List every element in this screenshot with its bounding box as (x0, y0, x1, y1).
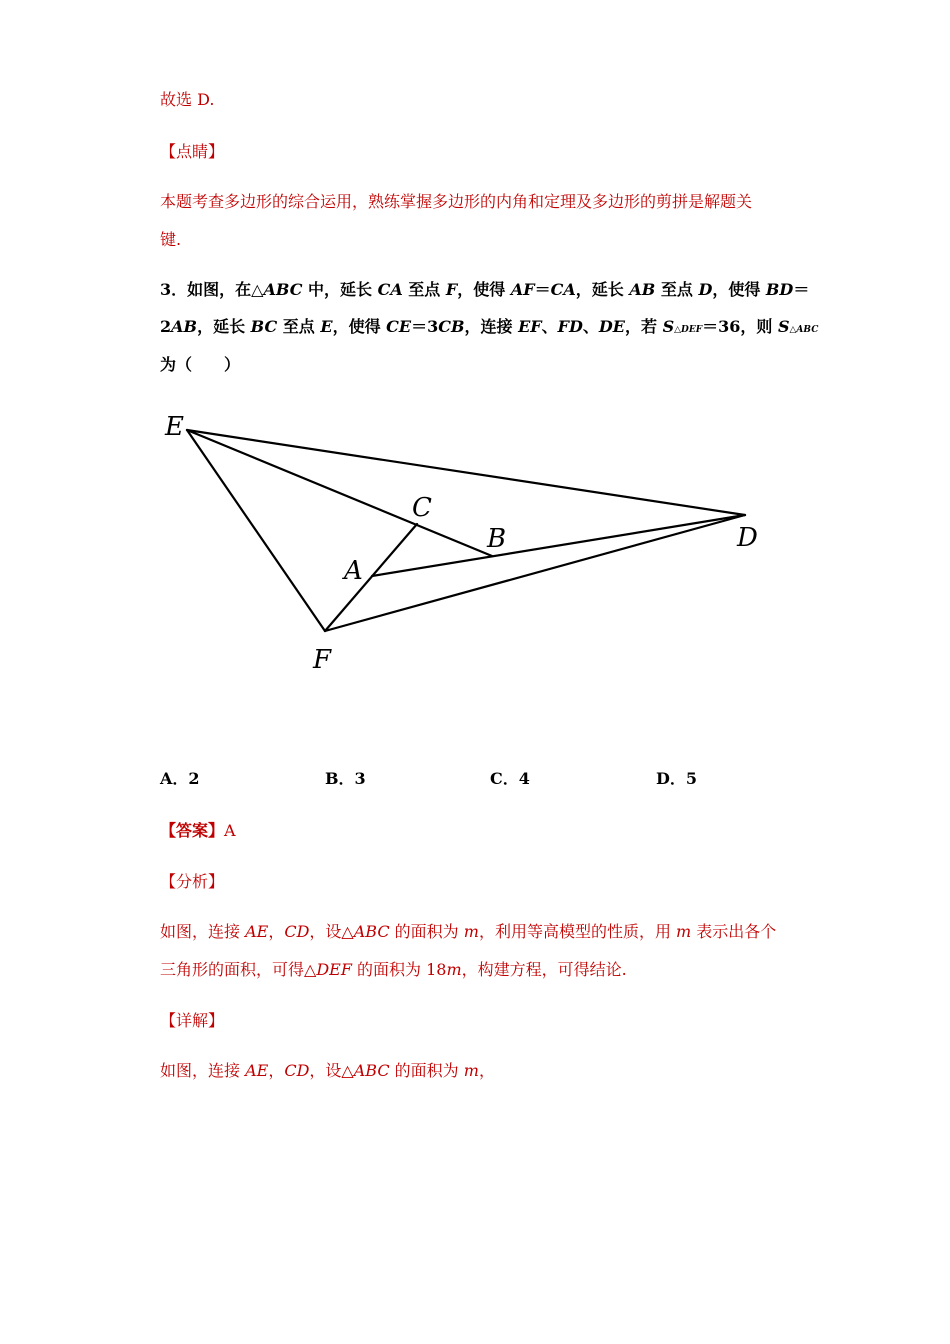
question-number: 3 (160, 280, 172, 299)
label-D: D (737, 523, 758, 553)
label-B: B (487, 524, 507, 554)
conclusion-text: 故选 D. (160, 90, 215, 109)
label-A: A (344, 556, 363, 586)
analysis-line-2: 三角形的面积，可得△DEF 的面积为 18m，构建方程，可得结论. (160, 960, 627, 979)
detail-line-1: 如图，连接 AE，CD，设△ABC 的面积为 m， (160, 1061, 495, 1080)
segment-EB (187, 430, 492, 556)
label-E: E (165, 412, 184, 442)
option-c: C．4 (490, 769, 530, 788)
label-C: C (412, 493, 432, 523)
comment-line-1: 本题考查多边形的综合运用，熟练掌握多边形的内角和定理及多边形的剪拼是解题关 (160, 192, 753, 211)
comment-label: 【点睛】 (160, 142, 225, 161)
question-line-1: 3．如图，在△ABC 中，延长 CA 至点 F，使得 AF＝CA，延长 AB 至点 D，使得 BD＝ (160, 280, 810, 299)
question-line-3: 为（ ） (160, 355, 241, 374)
option-b: B．3 (325, 769, 366, 788)
segment-FC (325, 524, 417, 631)
answer-line (160, 821, 236, 841)
analysis-label: 【分析】 (160, 872, 225, 891)
triangle-figure (150, 400, 770, 680)
option-a: A．2 (160, 769, 200, 788)
segment-EF (187, 430, 325, 631)
label-F: F (313, 645, 332, 675)
comment-line-2: 键. (160, 230, 182, 249)
answer-value: A (224, 821, 236, 840)
analysis-line-1: 如图，连接 AE，CD，设△ABC 的面积为 m，利用等高模型的性质，用 m 表示出各个 (160, 922, 777, 941)
segment-ED (187, 430, 745, 515)
question-line-2: 2AB，延长 BC 至点 E，使得 CE＝3CB，连接 EF、FD、DE，若 S△DEF＝36，则 S△ABC (160, 317, 819, 336)
option-d: D．5 (656, 769, 698, 788)
answer-label: 【答案】 (160, 821, 225, 840)
detail-label: 【详解】 (160, 1011, 225, 1030)
